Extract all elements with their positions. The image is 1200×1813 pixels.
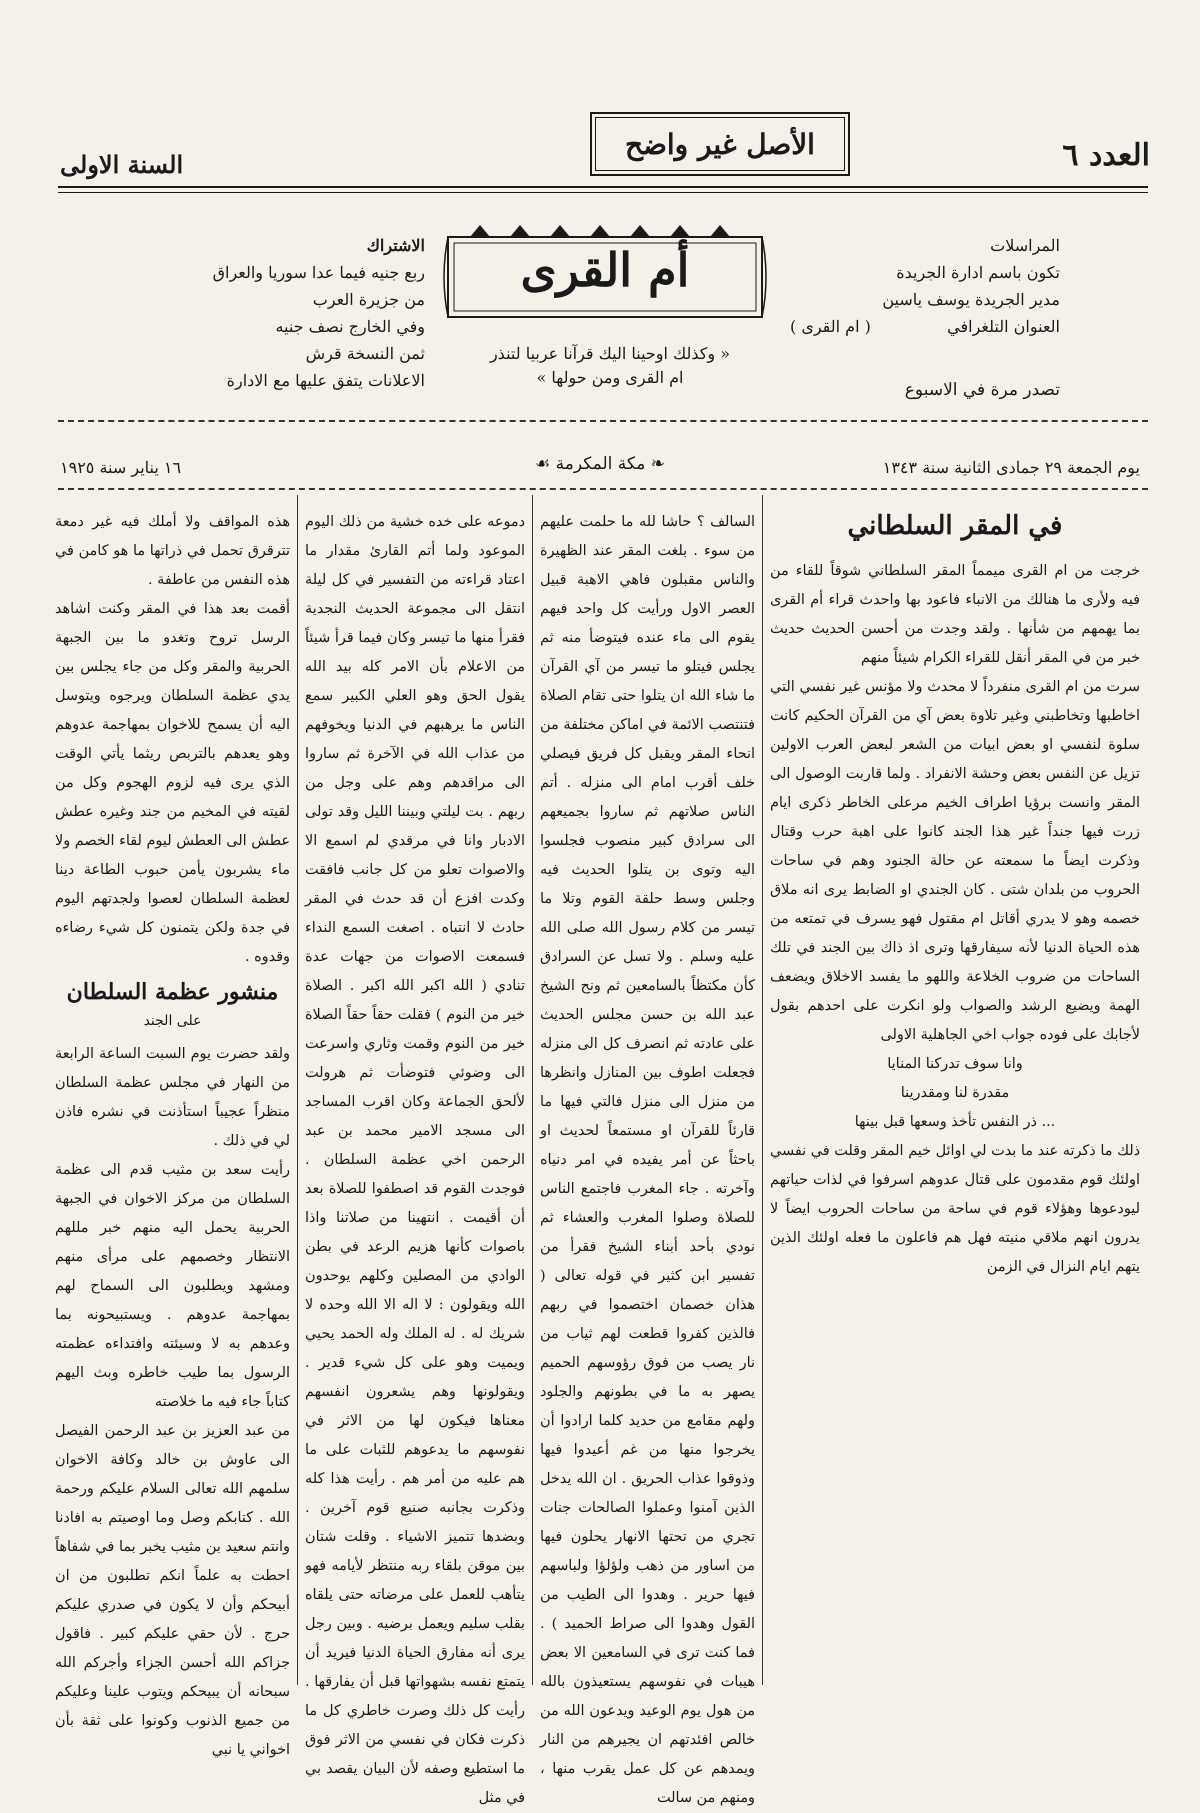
- gregorian-date: ١٦ يناير سنة ١٩٢٥: [60, 458, 182, 477]
- subscription-line2: من جزيرة العرب: [312, 290, 425, 309]
- article-column-4: [55, 508, 290, 1758]
- poem-verse: مقدرة لنا ومقدرينا: [900, 1085, 1010, 1101]
- top-rule: [58, 186, 1148, 188]
- issue-number: العدد ٦: [1062, 138, 1150, 173]
- article-paragraph: السالف ؟ حاشا لله ما حلمت عليهم من سوء . بلغت المقر عند الظهيرة والناس مقبلون فاهي الاهبة قبيل العصر الاول ورأيت كل واحد فيهم يقوم الى ماء عنده فيتوضأ منه ثم يجلس فيتلو ما تيسر من آي القرآن ما شاء الله ان يتلوا حتى تقام الصلاة فتنتصب الائمة في اماكن مختلفة من انحاء المقر ويقبل كل فريق فيصلي خلف أقرب امام الى منزله . أتم الناس صلاتهم ثم ساروا بجميعهم الى سرادق كبير منصوب فجلسوا اليه وتوى بن يتلوا الحديث فيه وجلس وسط حلقة القوم وتلا ما تيسر من كلام رسول الله صلى الله عليه وسلم . ولا تسل عن السرادق كأن مكتظاً بالسامعين ثم ونح الشيخ عبد الله بن حسن مجلس الحديث على عادته ثم انصرف كل الى منزله فجعلت اطوف بين المنازل وانظرها من منزل الى منزل فالتي فيها ما قارئاً للقرآن او مستمعاً لحديث او باحثاً عن أمر يفيده في امر دنياه وآخرته . جاء المغرب فاجتمع الناس للصلاة وصلوا المغرب والعشاء ثم نودي بأحد أبناء الشيخ فقرأ من تفسير ابن كثير في قوله تعالى ( هذان خصمان اختصموا في ربهم فالذين كفروا قطعت لهم ثياب من نار يصب من فوق رؤوسهم الحميم يصهر به ما في بطونهم والجلود ولهم مقامع من حديد كلما ارادوا أن يخرجوا منها من غم أعيدوا فيها وذوقوا عذاب الحريق . ان الله يدخل الذين آمنوا وعملوا الصالحات جنات تجري من تحتها الانهار يحلون فيها من اساور من ذهب ولؤلؤا ولباسهم فيها حرير . وهدوا الى الطيب من القول وهدوا الى صراط الحميد ) . فما كنت ترى في السامعين الا بعض هيبات في نفوسهم يستعيذون بالله من هول يوم الوعيد ويدعون الله من خالص افئدتهم ان يجيرهم من النار ويمدهم عن كل عمل يقرب منها ، ومنهم من سالت: [540, 514, 755, 1806]
- article-paragraph: دموعه على خده خشية من ذلك اليوم الموعود ولما أتم القارئ مقدار ما اعتاد قراءته من التفسير في كل ليلة انتقل الى مجموعة الحديث النجدية فقرأ منها ما تيسر وكان فيما قرأ شيئاً من الاعلام بأن الامر كله بيد الله يقول الحق وهو العلي الكبير سمع الناس ما يرهبهم في الدنيا ويخوفهم من عذاب الله في الآخرة ثم ساروا الى مراقدهم وهم على وجل من ربهم . بت ليلتي وبيننا الليل وقد تولى الادبار وانا في مرقدي لم اسمع الا والاصوات تعلو من كل جانب فافقت وكدت افزع أن قد حدث في المقر حادث لا انتباه . اصغت السمع النداء فسمعت الاصوات من جهات عدة تنادي ( الله اكبر الله اكبر . الصلاة خير من النوم ) فقلت حقاً حقاً الصلاة خير من النوم وقمت وثاري واسرعت الى وضوئي فتوضأت ثم هرولت لألحق الجماعة وكان اقرب المساجد الى مسجد الامير محمد بن عبد الرحمن اخي عظمة السلطان . فوجدت القوم قد اصطفوا للصلاة بعد أن أقيمت . انتهينا من صلاتنا واذا باصوات كأنها هزيم الرعد في بطن الوادي من المصلين وكلهم يوحدون الله ويقولون : لا اله الا الله وحده لا شريك له . له الملك وله الحمد يحيي ويميت وهو على كل شيء قدير . ويقولونها وهم يشعرون انفسهم معناها فيكون لها من الاثر في نفوسهم ما يدعوهم للثبات على ما هم عليه من أمر هم . رأيت هذا كله وذكرت بجانبه صنيع قوم آخرين . وبضدها تتميز الاشياء . وقلت شتان بين موقن بلقاء ربه منتظر لأيامه فهو يتأهب للعمل على مرضاته حتى يلقاه بقلب سليم ويعمل برضيه . وبين رجل يرى أنه مفارق الحياة الدنيا فيريد أن يتمتع نفسه بشهواتها قبل أن يفارقها . رأيت كل ذلك وصرت خاطري كل ما ذكرت فكان في نفسي من الاثر فوق ما استطيع وصفه لأن البيان يقصد بي في مثل: [305, 514, 525, 1806]
- subscription-line3: وفي الخارج نصف جنيه: [275, 317, 425, 336]
- subscription-block: [180, 232, 425, 394]
- year-label: السنة الاولى: [60, 150, 184, 179]
- telegraph-label: العنوان التلغرافي: [947, 317, 1060, 336]
- column-divider: [532, 495, 533, 1685]
- column-divider: [762, 495, 763, 1685]
- article-paragraph: ذلك ما ذكرته عند ما بدت لي اوائل خيم المقر وقلت في نفسي اولئك قوم مقدمون على قتال عدوهم اسرفوا في لذات حياتهم ليودعوها وهؤلاء قوم في ساحة من ساحات الحروب ايضاً لا يدرون انهم ملاقي منيته فهل هم فاعلون ما فعله اولئك الذين يتهم ايام النزال في الزمن: [770, 1143, 1140, 1275]
- subscription-line1: ربع جنيه فيما عدا سوريا والعراق: [212, 263, 425, 282]
- motto-line1: « وكذلك اوحينا اليك قرآنا عربيا لتنذر: [489, 344, 731, 363]
- hijri-date: يوم الجمعة ٢٩ جمادى الثانية سنة ١٣٤٣: [882, 458, 1140, 477]
- subscription-line5: الاعلانات يتفق عليها مع الادارة: [226, 371, 425, 390]
- column-divider: [297, 495, 298, 1685]
- article-paragraph: خرجت من ام القرى ميمماً المقر السلطاني شوقاً للقاء من فيه ولأرى ما هنالك من الانباء فاعود بها واحدث قراء أم القرى بما يهمهم من شأنها . ولقد وجدت من أحسن الحديث حديث خبر من في المقر أنقل للقراء الكرام شيئاً منهم: [770, 563, 1140, 666]
- article-paragraph: أقمت بعد هذا في المقر وكنت اشاهد الرسل تروح وتغدو ما بين الجبهة الحربية والمقر وكل من جاء يجلس بين يدي عظمة السلطان ويرجوه ويتوسل اليه أن يسمح للاخوان بمهاجمة عدوهم وهو يعدهم بالتربص ريثما يأتي الوقت الذي يرى فيه لزوم الهجوم وكل من لقيته في المخيم من جند وغيره عطش عطش الى العطش ليوم لقاء الخصم ولا ماء يشربون يأمن حبوب الطاعة دينا لعظمة السلطان لعصوا ولجدتهم اليوم في جدة ولكن يتمنون كل شيء رضاءه وقدوه .: [55, 601, 290, 965]
- article-paragraph: هذه المواقف ولا أملك فيه غير دمعة تترقرق تحمل في ذراتها ما هو كامن في هذه النفس من عاطفة .: [55, 514, 290, 588]
- city-name: [490, 454, 710, 474]
- not-clear-stamp: [590, 112, 850, 176]
- subscription-line4: ثمن النسخة قرش: [305, 344, 425, 363]
- stamp-text: الأصل غير واضح: [595, 117, 845, 171]
- dateline-top-rule: [58, 420, 1148, 422]
- section-byline: على الجند: [143, 1013, 202, 1029]
- ornament-left-icon: ❧: [645, 454, 666, 474]
- telegraph-value: ( ام القرى ): [790, 317, 871, 336]
- correspondence-heading: المراسلات: [990, 236, 1060, 255]
- article-paragraph: من عبد العزيز بن عبد الرحمن الفيصل الى عاوش بن خالد وكافة الاخوان سلمهم الله تعالى السلام عليكم ورحمة الله . كتابكم وصل وما اوصيتم به افادنا وانتم سعيد بن مثيب يخبر بما في شفاهاً احطت به علماً انكم تطلبون من ان أبيحكم وأن لا يكون في صدري عليكم حرج . لأن حقي عليكم كبير . فاقول جزاكم الله أحسن الجزاء وأجركم الله سبحانه أن يبيحكم ويتوب علينا وعليكم من جميع الذنوب وكونوا على ثقة بأن اخواني يا نبي: [55, 1423, 290, 1758]
- top-rule-thin: [58, 192, 1148, 193]
- newspaper-title: أم القرى: [520, 243, 690, 297]
- masthead-title-frame: [440, 225, 770, 325]
- article-column-3: [305, 508, 525, 1806]
- ornament-right-icon: ☙: [534, 454, 556, 474]
- poem-verse: ... ذر النفس تأخذ وسعها قبل بينها: [854, 1114, 1056, 1130]
- telegraph-row: [790, 313, 1060, 340]
- correspondence-block: [790, 232, 1060, 340]
- article-paragraph: رأيت سعد بن مثيب قدم الى عظمة السلطان من مركز الاخوان في الجبهة الحربية يحمل اليه منهم خبر مللهم الانتظار وخصمهم على مرأى منهم ومشهد ويطلبون الى السماح لهم بمهاجمة عدوهم . ويستبيحونه بما وعدهم به لا وسيئته وافتداءه عظمته الرسول بما طيب خاطره وبث اليهم كتاباً جاء فيه ما خلاصته: [55, 1162, 290, 1410]
- section-title: منشور عظمة السلطان: [66, 979, 279, 1005]
- city-label: مكة المكرمة: [555, 454, 646, 474]
- frequency-note: تصدر مرة في الاسبوع: [904, 380, 1060, 400]
- article-paragraph: ولقد حضرت يوم السبت الساعة الرابعة من النهار في مجلس عظمة السلطان منظراً عجيباً استأذنت في نشره فاذن لي في ذلك .: [55, 1046, 290, 1149]
- dateline-bottom-rule: [58, 488, 1148, 490]
- article-column-2: [540, 508, 755, 1806]
- correspondence-line1: تكون باسم ادارة الجريدة: [896, 263, 1060, 282]
- article-column-1: [770, 508, 1140, 1688]
- article-title: في المقر السلطاني: [847, 511, 1063, 541]
- article-paragraph: سرت من ام القرى منفرداً لا محدث ولا مؤنس غير نفسي التي اخاطبها وتخاطبني وغير تلاوة بعض آي من القرآن الحكيم كانت سلوة لنفسي او بعض ابيات من الشعر لبعض العرب الاولين تزيل عن النفس بعض وحشة الانفراد . ولما قاربت الوصول الى المقر وانست برؤيا اطراف الخيم مرعلى الخاطر ذكرى ايام زرت فيها جنداً غير هذا الجند كانوا على اهبة حرب وقتال وذكرت ايضاً ما سمعته عن حالة الجنود وهم في ساحات الحروب من بلدان شتى . كان الجندي او الضابط يرى انه ملاق خصمه وهو لا يدري أقاتل ام مقتول فهو يسرف في تمتعه من هذه الحياة الدنيا لأنه سيفارقها وترى اذ ذاك بين الجند في تلك الساحات من ضروب الخلاعة واللهو ما يفسد الاخلاق ويضعف الهمة ويضيع الرشد والصواب ولو انكرت على احدهم بقول لأجابك على فوده جواب اخي الجاهلية الاولى: [770, 679, 1140, 1043]
- subscription-heading: الاشتراك: [366, 236, 425, 255]
- correspondence-line2: مدير الجريدة يوسف ياسين: [882, 290, 1060, 309]
- motto-line2: ام القرى ومن حولها »: [536, 368, 684, 387]
- masthead-motto: [400, 342, 820, 390]
- poem-verse: وانا سوف تدركنا المنايا: [887, 1056, 1023, 1072]
